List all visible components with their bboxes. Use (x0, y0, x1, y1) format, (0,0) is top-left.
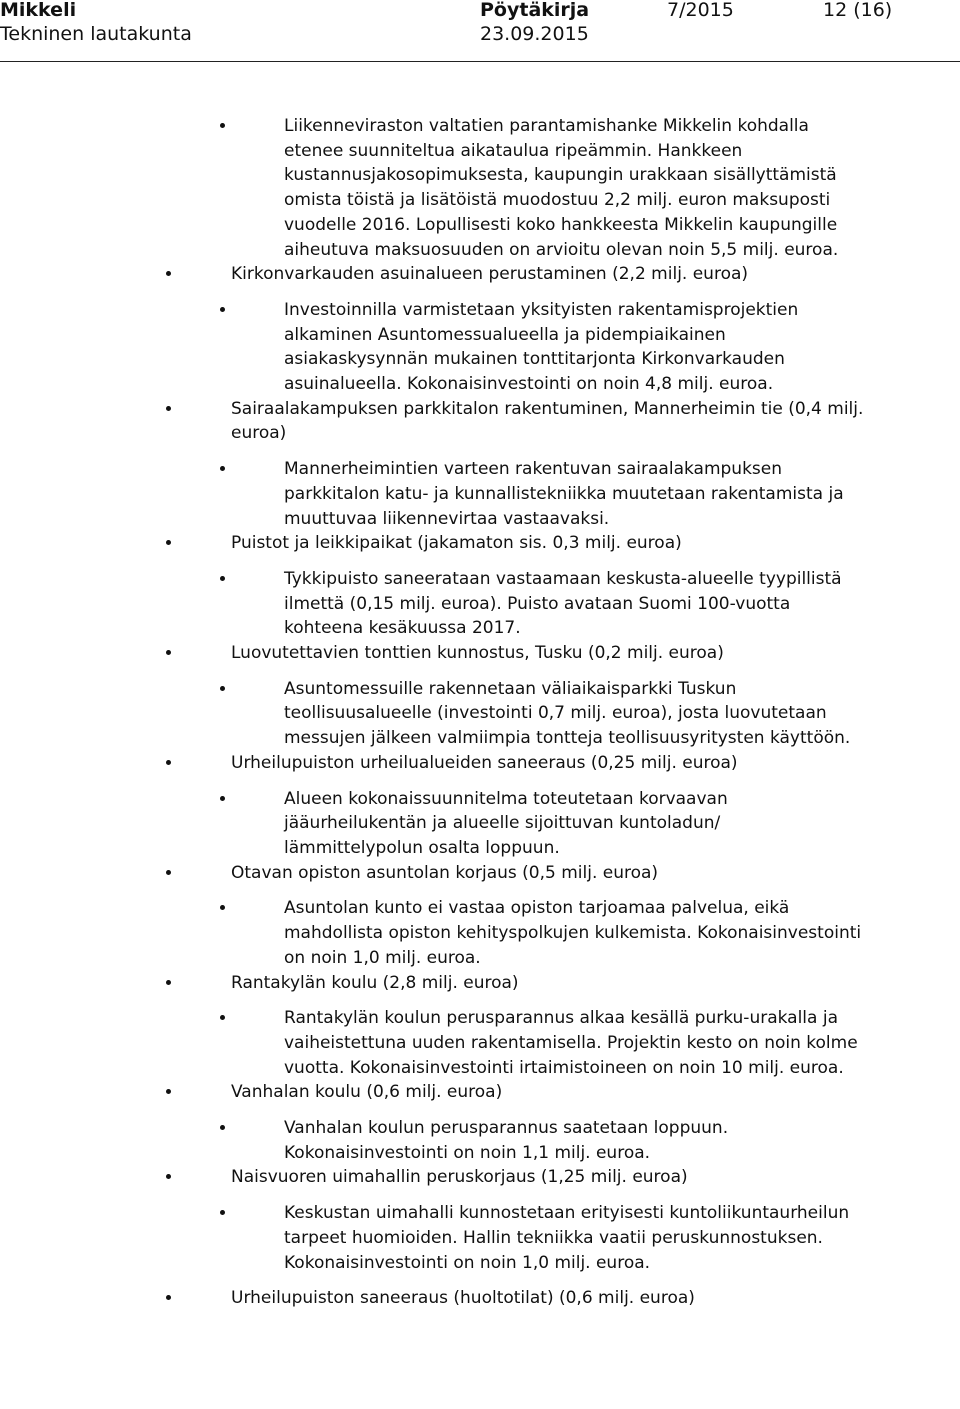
list-item-sub (0, 787, 864, 861)
list-item-sub (0, 1201, 864, 1275)
page-number: 12 (16) (823, 0, 893, 21)
list-item (0, 397, 871, 446)
list-item (0, 1286, 871, 1311)
bullet-icon (220, 466, 225, 471)
list-item-sub (0, 1116, 864, 1165)
item-text: Asuntolan kunto ei vastaa opiston tarjoamaa palvelua, eikä mahdollista opiston kehityspolkujen kulkemista. Kokonaisinvestointi on noin 1,0 milj. euroa. (284, 898, 862, 968)
list-item (0, 1080, 871, 1105)
item-text: Investoinnilla varmistetaan yksityisten rakentamisprojektien alkaminen Asuntomessualueella ja pidempiaikainen asiakaskysynnän mukainen tonttitarjonta Kirkonvarkauden asuinalueella. Kokonaisinvestointi on noin 4,8 milj. euroa. (284, 299, 799, 395)
item-text: Liikenneviraston valtatien parantamishanke Mikkelin kohdalla etenee suunniteltua aikataulua ripeämmin. Hankkeen kustannusjakosopimuksesta, kaupungin urakkaan sisällyttämistä omista töistä ja lisätöistä muodostuu 2,2 milj. euron maksuposti vuodelle 2016. Lopullisesti koko hankkeesta Mikkelin kaupungille aiheutuva maksuosuuden on arvioitu olevan noin 5,5 milj. euroa. (284, 116, 839, 260)
list-item-sub (0, 1006, 864, 1080)
list-item-sub (0, 114, 864, 262)
item-text: Mannerheimintien varteen rakentuvan sairaalakampuksen parkkitalon katu- ja kunnallistekniikka muutetaan rakentamista ja muuttuvaa liikennevirtaa vastaavaksi. (284, 459, 844, 529)
bullet-icon (166, 870, 171, 875)
bullet-icon (166, 406, 171, 411)
item-text: Luovutettavien tonttien kunnostus, Tusku (0,2 milj. euroa) (231, 643, 724, 664)
bullet-icon (166, 650, 171, 655)
bullet-icon (220, 1210, 225, 1215)
header-divider (0, 61, 960, 62)
document-body (0, 114, 960, 1311)
item-text: Vanhalan koulu (0,6 milj. euroa) (231, 1082, 503, 1103)
list-item (0, 262, 871, 287)
bullet-icon (166, 1089, 171, 1094)
list-item (0, 971, 871, 996)
department-name: Tekninen lautakunta (0, 23, 192, 45)
bullet-icon (220, 1015, 225, 1020)
item-text: Keskustan uimahalli kunnostetaan erityisesti kuntoliikuntaurheilun tarpeet huomioiden. Hallin tekniikka vaatii peruskunnostuksen. Kokonaisinvestointi on noin 1,0 milj. euroa. (284, 1203, 850, 1273)
list-item (0, 531, 871, 556)
bullet-icon (166, 760, 171, 765)
bullet-icon (220, 1125, 225, 1130)
bullet-icon (166, 540, 171, 545)
list-item (0, 641, 871, 666)
bullet-icon (166, 980, 171, 985)
bullet-icon (166, 1174, 171, 1179)
item-text: Urheilupuiston urheilualueiden saneeraus (0,25 milj. euroa) (231, 752, 738, 773)
list-item-sub (0, 298, 864, 397)
bullet-icon (166, 1295, 171, 1300)
item-text: Puistot ja leikkipaikat (jakamaton sis. 0,3 milj. euroa) (231, 533, 682, 554)
list-item (0, 751, 871, 776)
list-item (0, 861, 871, 886)
bullet-icon (220, 796, 225, 801)
item-text: Rantakylän koulu (2,8 milj. euroa) (231, 972, 519, 993)
bullet-icon (220, 123, 225, 128)
item-text: Tykkipuisto saneerataan vastaamaan keskusta-alueelle tyypillistä ilmettä (0,15 milj. euroa). Puisto avataan Suomi 100-vuotta kohteena kesäkuussa 2017. (284, 568, 842, 639)
organization-name: Mikkeli (0, 0, 77, 21)
list-item (0, 1165, 871, 1190)
item-text: Naisvuoren uimahallin peruskorjaus (1,25 milj. euroa) (231, 1167, 688, 1188)
item-text: Kirkonvarkauden asuinalueen perustaminen (2,2 milj. euroa) (231, 264, 749, 285)
item-text: Alueen kokonaissuunnitelma toteutetaan korvaavan jääurheilukentän ja alueelle sijoittuvan kuntoladun/ lämmittelypolun osalta loppuun. (284, 788, 728, 858)
item-text: Vanhalan koulun perusparannus saatetaan loppuun. Kokonaisinvestointi on noin 1,1 milj. euroa. (284, 1118, 729, 1163)
item-text: Rantakylän koulun perusparannus alkaa kesällä purku-urakalla ja vaiheistettuna uuden rakentamisella. Projektin kesto on noin kolme vuotta. Kokonaisinvestointi irtaimistoineen on noin 10 milj. euroa. (284, 1008, 858, 1078)
bullet-icon (220, 905, 225, 910)
bullet-icon (220, 686, 225, 691)
bullet-icon (220, 576, 225, 581)
item-text: Otavan opiston asuntolan korjaus (0,5 milj. euroa) (231, 862, 659, 883)
list-item-sub (0, 457, 864, 531)
item-text: Sairaalakampuksen parkkitalon rakentuminen, Mannerheimin tie (0,4 milj. euroa) (231, 398, 864, 444)
item-text: Asuntomessuille rakennetaan väliaikaisparkki Tuskun teollisuusalueelle (investointi 0,7 milj. euroa), josta luovutetaan messujen jälkeen valmiimpia tontteja teollisuusyritysten käyttöön. (284, 678, 851, 749)
list-item-sub (0, 896, 864, 970)
bullet-icon (220, 307, 225, 312)
bullet-icon (166, 271, 171, 276)
issue-number: 7/2015 (667, 0, 734, 21)
list-item-sub (0, 677, 864, 751)
list-item-sub (0, 567, 864, 641)
meeting-date: 23.09.2015 (480, 23, 589, 45)
page-header (0, 0, 960, 62)
document-type: Pöytäkirja (480, 0, 590, 21)
item-text: Urheilupuiston saneeraus (huoltotilat) (0,6 milj. euroa) (231, 1288, 695, 1309)
